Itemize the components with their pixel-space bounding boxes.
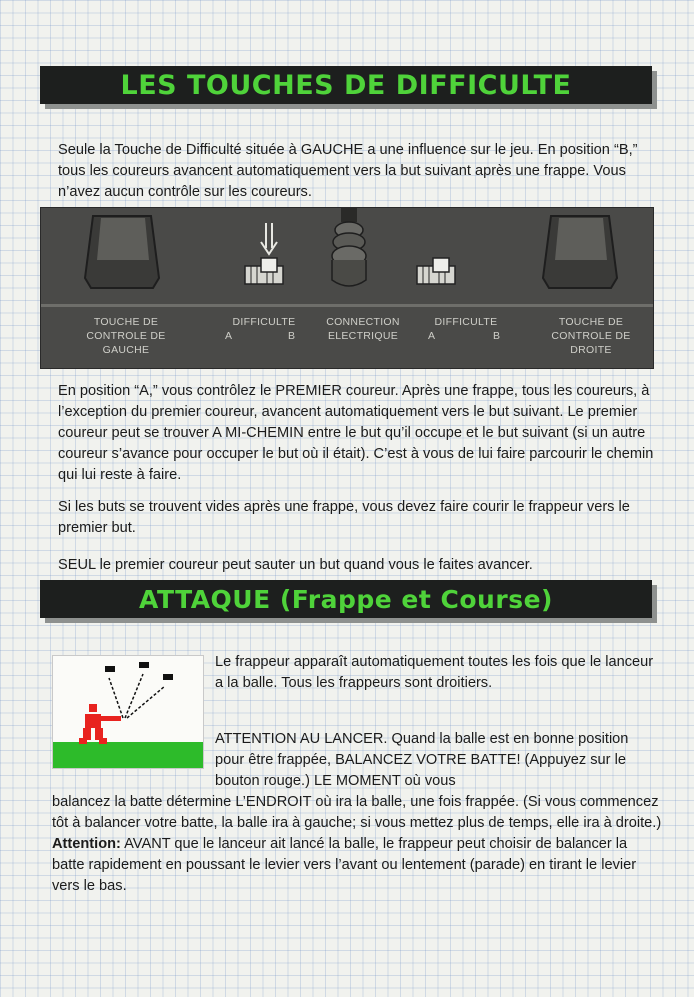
label-right-pos-a: A: [428, 330, 436, 342]
trajectory-arrows-icon: [109, 674, 165, 718]
label-left-difficulty: DIFFICULTE: [232, 316, 296, 328]
console-diagram: [40, 207, 654, 369]
down-arrow-icon: [261, 223, 277, 254]
left-controller-face: [97, 218, 149, 260]
right-difficulty-switch-icon: [417, 258, 455, 284]
label-left-pos-a: A: [225, 330, 233, 342]
paragraph-skip-base: SEUL le premier coureur peut sauter un but quand vous le faites avancer.: [58, 557, 533, 573]
fielder-marker-icon: [105, 666, 115, 672]
section-title-difficulty: LES TOUCHES DE DIFFICULTE: [40, 66, 652, 104]
swing-timing-text: balancez la batte détermine L’ENDROIT où ira la balle, une fois frappée. (Si vous commencez tôt à balancer votre batte, la balle ira à gauche; si vous mettez plus de temps, elle ira à droite.): [52, 794, 662, 831]
swing-speed-text: AVANT que le lanceur ait lancé la balle, le frappeur peut choisir de balancer la batte rapidement en poussant le levier vers l’avant ou lentement (parade) en tirant le levier vers le bas.: [52, 836, 637, 894]
left-difficulty-switch-icon: [245, 258, 283, 284]
label-left-controller: TOUCHE DE CONTROLE DE GAUCHE: [86, 316, 166, 356]
section-title-attack: ATTAQUE (Frappe et Course): [40, 580, 652, 618]
attention-label: Attention:: [52, 836, 121, 852]
batter-drawing: [53, 656, 203, 768]
paragraph-position-a: En position “A,” vous contrôlez le PREMIER coureur. Après une frappe, tous les coureurs, à l’exception du premier coureur, avancent automatiquement vers le but suivant. Le premier coureur peut se trouver A MI-CHEMIN entre le but qu’il occupe et le but suivant (si un autre coureur s’avance pour occuper le but où il était). C’est à vous de lui faire parcourir le chemin qui lui reste à faire.: [58, 383, 654, 483]
label-right-difficulty: DIFFICULTE: [434, 316, 498, 328]
power-cable-icon: [332, 208, 366, 286]
label-right-controller: TOUCHE DE CONTROLE DE DROITE: [551, 316, 631, 356]
fielder-marker-icon: [163, 674, 173, 680]
label-left-pos-b: B: [288, 330, 296, 342]
batter-illustration: [52, 655, 204, 769]
fielder-marker-icon: [139, 662, 149, 668]
label-right-pos-b: B: [493, 330, 501, 342]
label-connection: CONNECTION ELECTRIQUE: [326, 316, 400, 342]
paragraph-difficulty-intro: Seule la Touche de Difficulté située à GAUCHE a une influence sur le jeu. En position “B,” tous les coureurs avancent automatiquement vers la but suivant après une frappe. Vous n’avez aucun contrôle sur les coureurs.: [58, 142, 638, 200]
right-controller-face: [555, 218, 607, 260]
console-ledge: [41, 304, 653, 307]
paragraph-swing-timing: [52, 792, 662, 897]
paragraph-empty-bases: Si les buts se trouvent vides après une frappe, vous devez faire courir le frappeur vers le premier but.: [58, 499, 630, 536]
paragraph-pitch-attention: ATTENTION AU LANCER. Quand la balle est en bonne position pour être frappée, BALANCEZ VOTRE BATTE! (Appuyez sur le bouton rouge.) LE MOMENT où vous: [215, 731, 629, 789]
paragraph-batter-appears: Le frappeur apparaît automatiquement toutes les fois que le lanceur a la balle. Tous les frappeurs sont droitiers.: [215, 654, 654, 691]
batter-icon: [79, 704, 121, 744]
